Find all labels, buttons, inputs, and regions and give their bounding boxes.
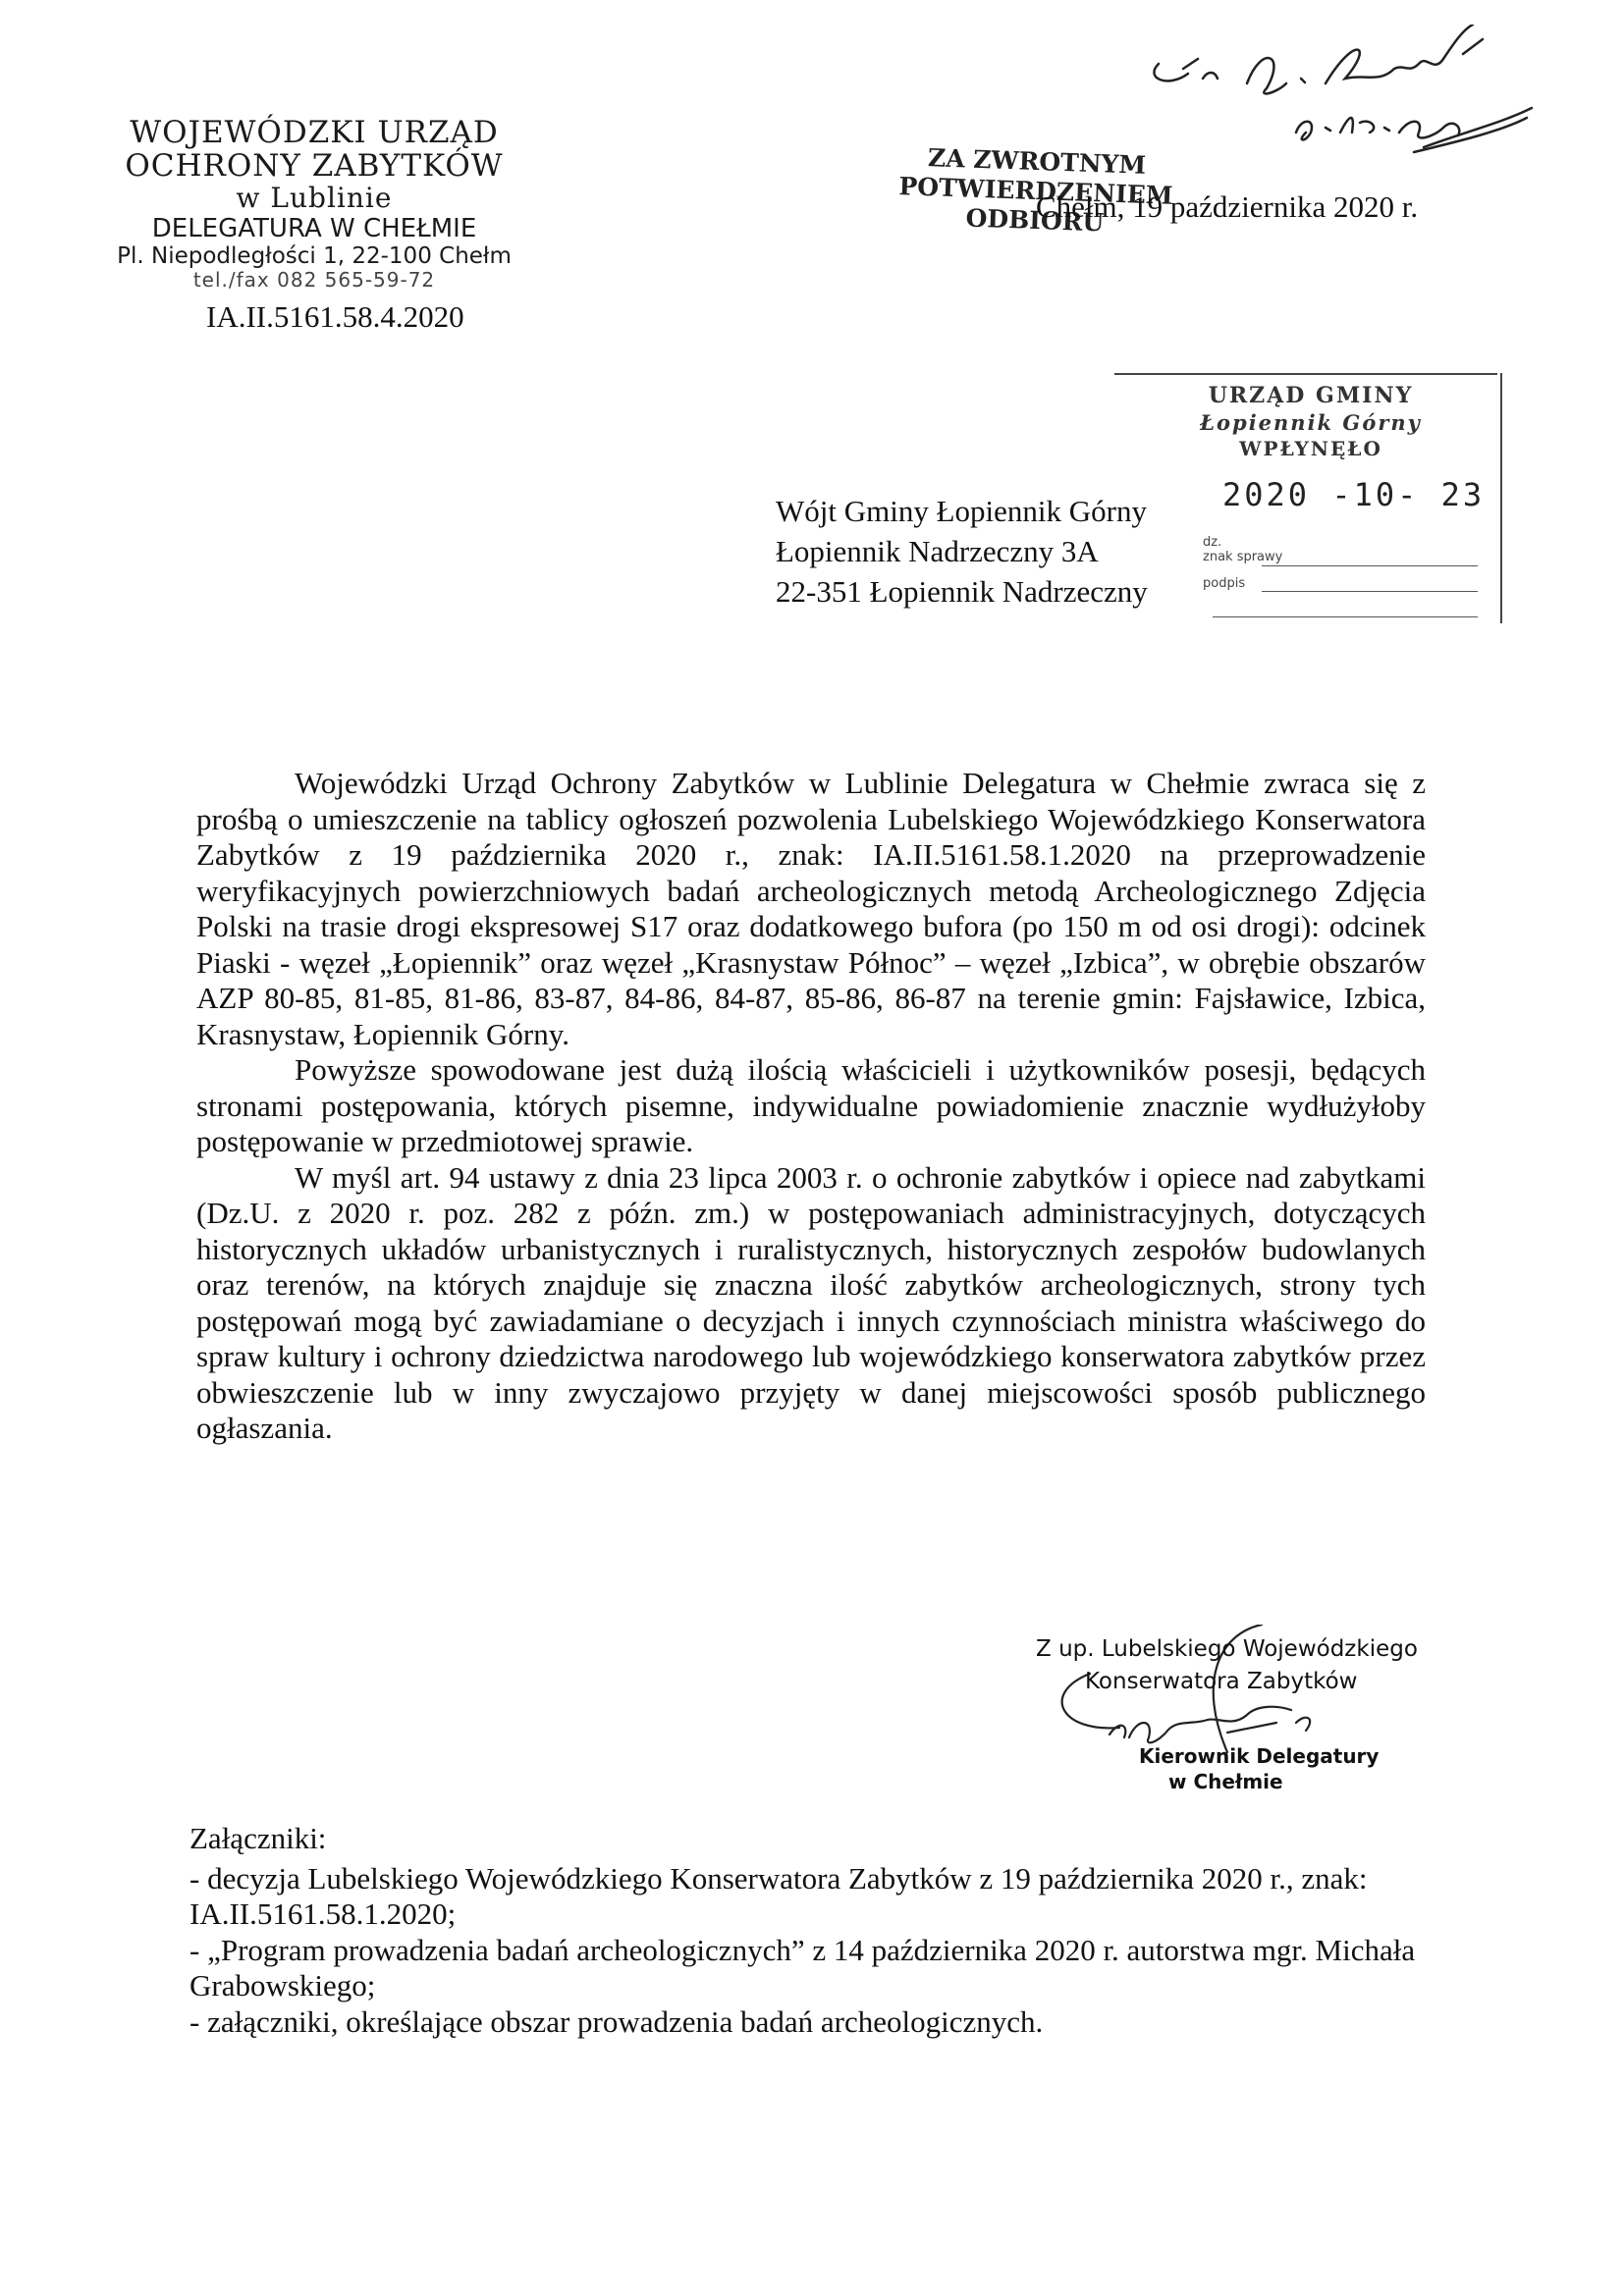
attachments-heading: Załączniki: [189, 1821, 327, 1855]
signature-line-2: Konserwatora Zabytków [1085, 1669, 1358, 1694]
stamp-line-3 [1213, 616, 1478, 617]
recipient-line-1: Wójt Gminy Łopiennik Górny [776, 494, 1147, 528]
reference-number: IA.II.5161.58.4.2020 [206, 299, 464, 334]
stamp-received: WPŁYNĘŁO [1239, 437, 1382, 460]
stamp-border-top [1114, 373, 1497, 375]
return-stamp-line-3: ODBIORU [965, 203, 1105, 238]
return-stamp-line-2: POTWIERDZENIEM [898, 172, 1173, 210]
attachment-item: - „Program prowadzenia badań archeologicznych” z 14 października 2020 r. autorstwa mgr. Michała Grabowskiego; [189, 1932, 1416, 2002]
body-paragraph-2: Powyższe spowodowane jest dużą ilością właścicieli i użytkowników posesji, będących stronami postępowania, których pisemne, indywidualne powiadomienie znacznie wydłużyłoby postępowanie w przedmiotowej sprawie. [196, 1052, 1426, 1158]
attachments-list [189, 1821, 1429, 2040]
sender-line-2: OCHRONY ZABYTKÓW [125, 148, 504, 184]
sender-line-4: DELEGATURA W CHEŁMIE [151, 214, 477, 243]
signature-line-1: Z up. Lubelskiego Wojewódzkiego [1036, 1636, 1418, 1662]
signature-block [1031, 1625, 1443, 1801]
attachment-item: - decyzja Lubelskiego Wojewódzkiego Konserwatora Zabytków z 19 października 2020 r., znak: IA.II.5161.58.1.2020; [189, 1860, 1368, 1931]
body-paragraph-3: W myśl art. 94 ustawy z dnia 23 lipca 2003 r. o ochronie zabytków i opiece nad zabytkami (Dz.U. z 2020 r. poz. 282 z późn. zm.) w postępowaniach administracyjnych, dotyczących historycznych układów urbanistycznych i ruralistycznych, historycznych zespołów budowlanych oraz terenów, na których znajduje się znaczna ilość zabytków archeologicznych, strony tych postępowań mogą być zawiadamiane o decyzjach i innych czynnościach ministra właściwego do spraw kultury i ochrony dziedzictwa narodowego lub wojewódzkiego konserwatora zabytków przez obwieszczenie lub w inny zwyczajowo przyjęty w danej miejscowości sposób publicznego ogłaszania. [196, 1159, 1426, 1445]
stamp-border-right [1500, 373, 1502, 623]
recipient-address [776, 491, 1148, 612]
stamp-label-signature: podpis [1203, 576, 1246, 591]
stamp-date: 2020 -10- 23 [1222, 476, 1486, 513]
sender-line-3: w Lublinie [236, 182, 393, 214]
stamp-label-case: znak sprawy [1203, 550, 1283, 564]
stamp-office: URZĄD GMINY [1208, 383, 1414, 408]
sender-header [103, 116, 525, 291]
attachment-item: - załączniki, określające obszar prowadzenia badań archeologicznych. [189, 2003, 1044, 2039]
stamp-line-2 [1262, 591, 1478, 592]
sender-line-1: WOJEWÓDZKI URZĄD [130, 115, 499, 150]
received-stamp [1114, 373, 1502, 628]
sender-line-5: Pl. Niepodległości 1, 22-100 Chełm [117, 243, 512, 269]
recipient-line-3: 22-351 Łopiennik Nadrzeczny [776, 574, 1148, 609]
signature-unit: w Chełmie [1168, 1770, 1283, 1793]
stamp-line-1 [1262, 565, 1478, 566]
handwritten-note-icon [1129, 25, 1542, 162]
stamp-municipality: Łopiennik Górny [1200, 410, 1422, 435]
sender-line-6: tel./fax 082 565-59-72 [192, 268, 436, 292]
stamp-label-dz: dz. [1203, 535, 1222, 550]
return-stamp-line-1: ZA ZWROTNYM [927, 143, 1147, 180]
body-paragraph-1: Wojewódzki Urząd Ochrony Zabytków w Lublinie Delegatura w Chełmie zwraca się z prośbą o umieszczenie na tablicy ogłoszeń pozwolenia Lubelskiego Wojewódzkiego Konserwatora Zabytków z 19 października 2020 r., znak: IA.II.5161.58.1.2020 na przeprowadzenie weryfikacyjnych powierzchniowych badań archeologicznych metodą Archeologicznego Zdjęcia Polski na trasie drogi ekspresowej S17 oraz dodatkowego bufora (po 150 m od osi drogi): odcinek Piaski - węzeł „Łopiennik” oraz węzeł „Krasnystaw Północ” – węzeł „Izbica”, w obrębie obszarów AZP 80-85, 81-85, 81-86, 83-87, 84-86, 84-87, 85-86, 86-87 na terenie gmin: Fajsławice, Izbica, Krasnystaw, Łopiennik Górny. [196, 766, 1426, 1051]
place-date: Chełm, 19 października 2020 r. [1036, 189, 1419, 224]
letter-body [196, 766, 1426, 1447]
recipient-line-2: Łopiennik Nadrzeczny 3A [776, 534, 1099, 568]
signature-title: Kierownik Delegatury [1139, 1744, 1380, 1768]
